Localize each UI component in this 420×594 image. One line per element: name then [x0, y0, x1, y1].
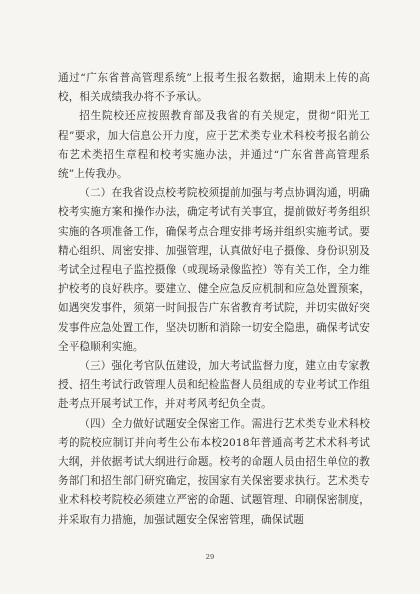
paragraph-5: （四）全力做好试题安全保密工作。需进行艺术类专业术科校考的院校应制订并向考生公布本校2018年普通高考艺术术科考试大纲，并依据考试大纲进行命题。校考的命题人员由招生单位的教务部门和招生部门研究确定，按国家有关保密要求执行。艺术类专业术科校考院校必须建立严密的命题、试题管理、印刷保密制度，并采取有力措施，加强试题安全保密管理，确保试题: [58, 417, 370, 526]
document-body: [58, 69, 370, 530]
paragraph-3: （二）在我省设点校考院校须提前加强与考点协调沟通，明确校考实施方案和操作办法，确定考试有关事宜，提前做好考务组织实施的各项准备工作，确保考点合理安排考场并组织实施考试。要精心组织、周密安排、加强管理，认真做好电子摄像、身份识别及考试全过程电子监控摄像（或现场录像监控）等有关工作，全力维护校考的良好秩序。要建立、健全应急反应机制和应急处置预案，如遇突发事件，须第一时间报告广东省教育考试院，并切实做好突发事件应急处置工作，坚决切断和消除一切安全隐患，确保考试安全平稳顺利实施。: [58, 187, 370, 353]
page-number: 29: [205, 553, 215, 561]
paragraph-1: 通过“广东省普高管理系统”上报考生报名数据，逾期未上传的高校，相关成绩我办将不予承认。: [58, 72, 370, 104]
paragraph-2: 招生院校还应按照教育部及我省的有关规定，贯彻“阳光工程”要求，加大信息公开力度，应于艺术类专业术科校考报名前公布艺术类招生章程和校考实施办法，并通过“广东省普高管理系统”上传我办。: [58, 110, 370, 181]
paragraph-4: （三）强化考官队伍建设，加大考试监督力度，建立由专家教授、招生考试行政管理人员和纪检监督人员组成的专业考试工作组赴考点开展考试工作，并对考风考纪负全责。: [58, 360, 370, 411]
